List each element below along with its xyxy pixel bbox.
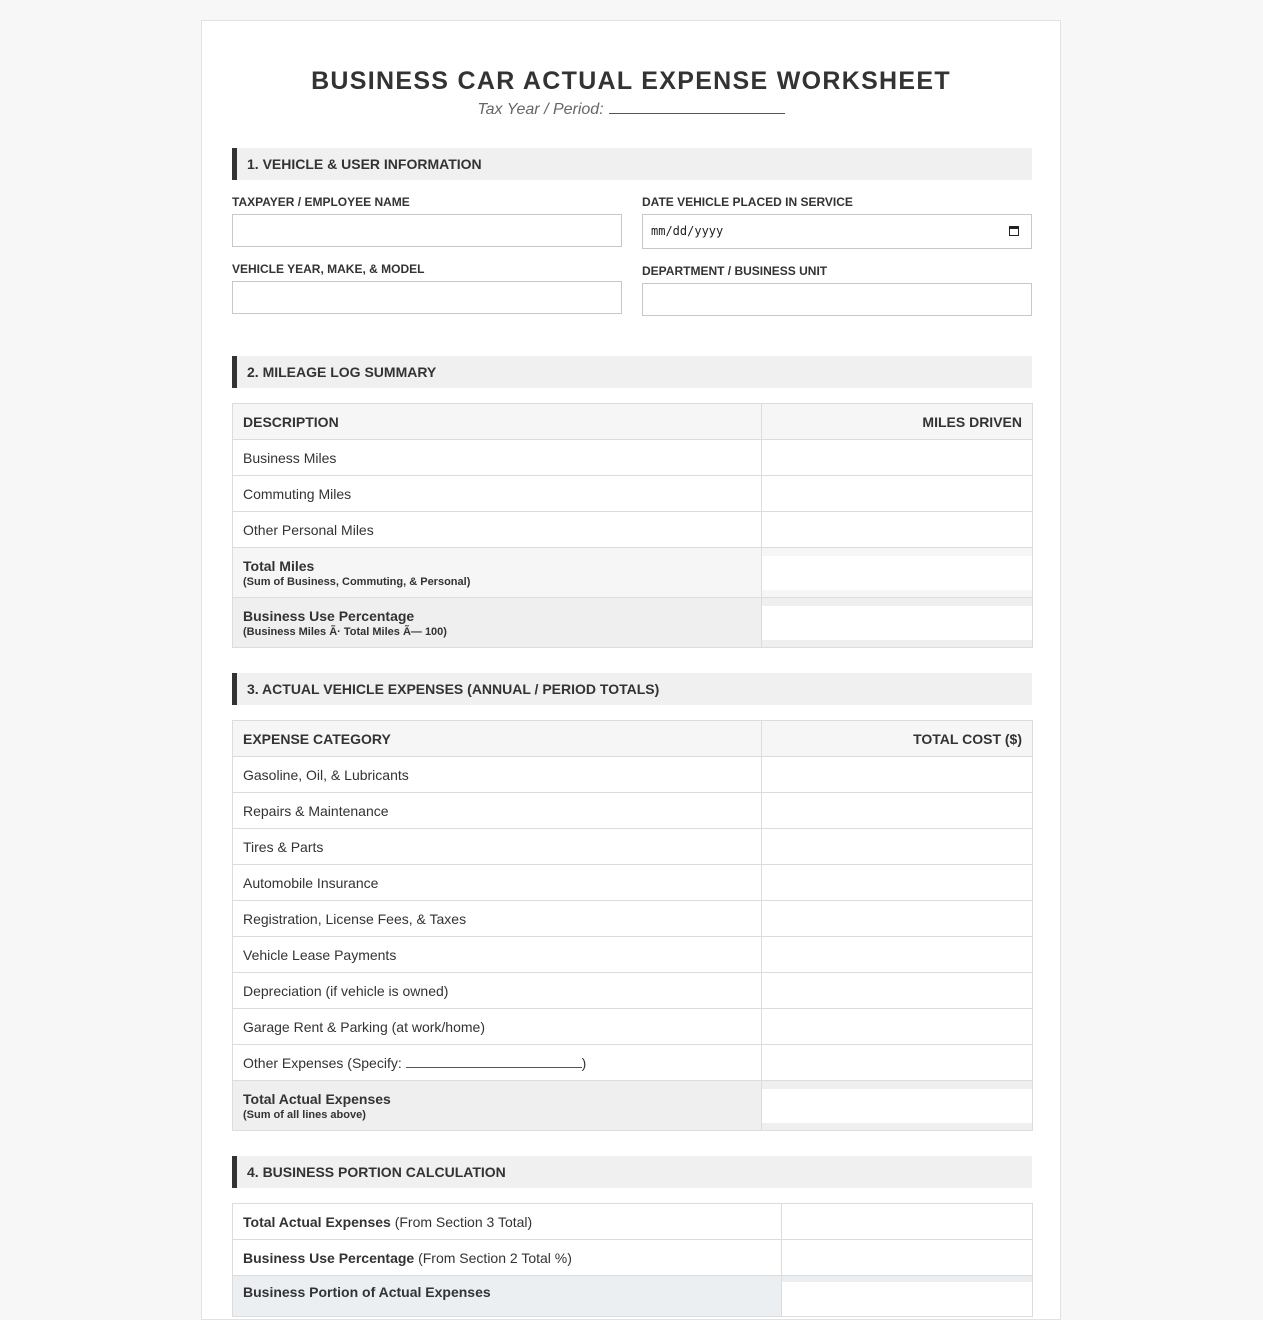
row-label: Repairs & Maintenance [233,793,762,829]
business-portion-input[interactable] [782,1282,1032,1316]
miles-driven-header: MILES DRIVEN [762,404,1033,440]
table-row [233,440,1033,476]
description-header: DESCRIPTION [233,404,762,440]
tax-year-blank[interactable] [609,99,785,114]
vehicle-input[interactable] [232,281,622,314]
total-expenses-label: Total Actual Expenses [243,1090,391,1107]
business-pct-input[interactable] [762,606,1032,640]
total-cost-header: TOTAL COST ($) [762,721,1033,757]
business-portion-row [233,1276,1033,1317]
cost-input[interactable] [762,1045,1033,1081]
business-pct-row [233,598,1033,648]
mileage-table [232,403,1033,648]
row-label: Tires & Parts [233,829,762,865]
section-3-heading: 3. ACTUAL VEHICLE EXPENSES (ANNUAL / PERIOD TOTALS) [232,673,1032,705]
other-expenses-blank[interactable] [406,1055,582,1068]
cost-input[interactable] [762,757,1033,793]
cost-input[interactable] [762,1009,1033,1045]
tax-year-label: Tax Year / Period: [477,101,604,118]
row-label: Total Actual Expenses [243,1213,391,1230]
table-row [233,937,1033,973]
section-2-heading: 2. MILEAGE LOG SUMMARY [232,356,1032,388]
total-miles-label: Total Miles [243,557,315,574]
department-input[interactable] [642,283,1032,316]
row-label: Business Use Percentage [243,1249,415,1266]
expenses-table [232,720,1033,1131]
date-in-service-input[interactable] [642,214,1032,249]
cost-input[interactable] [762,901,1033,937]
calendar-icon[interactable] [1009,226,1019,236]
cost-input[interactable] [762,973,1033,1009]
worksheet-page [201,20,1061,1320]
total-expenses-note: (Sum of all lines above) [243,1108,366,1121]
business-pct-note: (Business Miles Ã· Total Miles Ã— 100) [243,625,447,638]
row-label: Business Miles [233,440,762,476]
business-portion-table [232,1203,1033,1317]
table-row [233,973,1033,1009]
vehicle-label: VEHICLE YEAR, MAKE, & MODEL [232,262,425,276]
miles-input[interactable] [762,440,1033,476]
row-label: Depreciation (if vehicle is owned) [233,973,762,1009]
page-subtitle [202,99,1060,119]
row-label: Automobile Insurance [233,865,762,901]
row-label: Registration, License Fees, & Taxes [233,901,762,937]
table-row [233,901,1033,937]
expense-category-header: EXPENSE CATEGORY [233,721,762,757]
table-row [233,1009,1033,1045]
table-row: Business Use Percentage (From Section 2 Total %) [233,1240,1033,1276]
taxpayer-input[interactable] [232,214,622,247]
date-in-service-label: DATE VEHICLE PLACED IN SERVICE [642,195,853,209]
table-row [233,757,1033,793]
row-label: Commuting Miles [233,476,762,512]
row-label: Garage Rent & Parking (at work/home) [233,1009,762,1045]
section-4-heading: 4. BUSINESS PORTION CALCULATION [232,1156,1032,1188]
date-placeholder: mm/dd/yyyy [651,224,724,238]
table-row [233,793,1033,829]
total-miles-row [233,548,1033,598]
row-label: Vehicle Lease Payments [233,937,762,973]
cost-input[interactable] [762,865,1033,901]
table-row [233,1045,1033,1081]
cost-input[interactable] [762,829,1033,865]
total-expenses-row [233,1081,1033,1131]
table-row [233,512,1033,548]
row-label: Other Personal Miles [233,512,762,548]
taxpayer-label: TAXPAYER / EMPLOYEE NAME [232,195,410,209]
total-expenses-input[interactable] [762,1089,1032,1123]
expenses-header-row [233,721,1033,757]
table-row [233,829,1033,865]
section-1-heading: 1. VEHICLE & USER INFORMATION [232,148,1032,180]
cost-input[interactable] [762,937,1033,973]
miles-input[interactable] [762,476,1033,512]
business-portion-label: Business Portion of Actual Expenses [243,1284,491,1300]
other-expenses-label: Other Expenses (Specify: ) [233,1045,762,1081]
total-miles-note: (Sum of Business, Commuting, & Personal) [243,575,471,588]
page-title: BUSINESS CAR ACTUAL EXPENSE WORKSHEET [311,67,951,95]
total-miles-input[interactable] [762,556,1032,590]
value-input[interactable] [782,1240,1033,1276]
cost-input[interactable] [762,793,1033,829]
table-row: Total Actual Expenses (From Section 3 Total) [233,1204,1033,1240]
mileage-header-row [233,404,1033,440]
table-row [233,865,1033,901]
table-row [233,476,1033,512]
business-pct-label: Business Use Percentage [243,607,415,624]
row-label: Gasoline, Oil, & Lubricants [233,757,762,793]
miles-input[interactable] [762,512,1033,548]
department-label: DEPARTMENT / BUSINESS UNIT [642,264,828,278]
value-input[interactable] [782,1204,1033,1240]
